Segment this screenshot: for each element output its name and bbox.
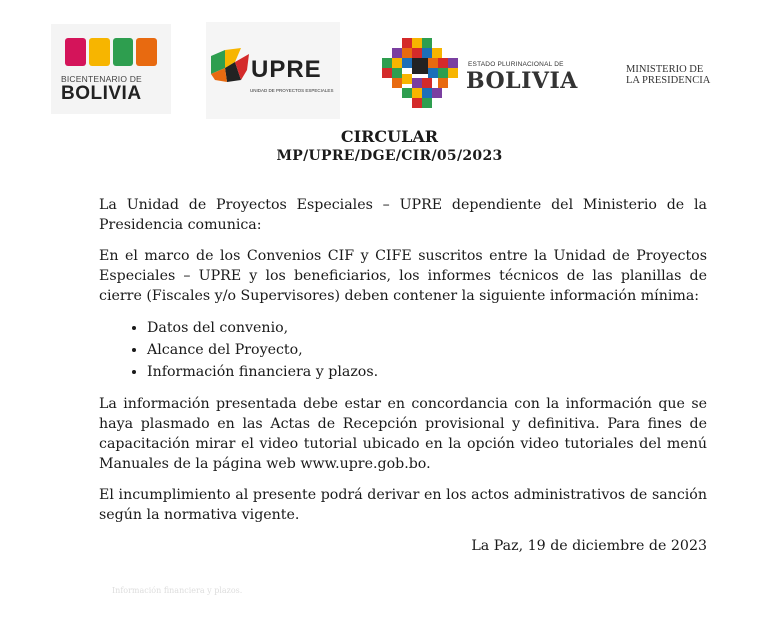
- ministerio-line-1: MINISTERIO DE: [626, 64, 704, 75]
- bicentenario-logo: [51, 24, 171, 114]
- estado-plurinacional-text: ESTADO PLURINACIONAL DE: [468, 61, 564, 68]
- list-item: • Información financiera y plazos.: [147, 361, 707, 383]
- upre-logo: [206, 22, 340, 119]
- ministerio-line-2: LA PRESIDENCIA: [626, 75, 711, 86]
- list-item: • Alcance del Proyecto,: [147, 339, 707, 361]
- bicentenario-yellow-icon: [89, 38, 110, 66]
- bicentenario-icons: [65, 38, 157, 66]
- bicentenario-small-text: BICENTENARIO DE: [61, 74, 142, 84]
- document-code: MP/UPRE/DGE/CIR/05/2023: [276, 148, 503, 164]
- paragraph-1: En el marco de los Convenios CIF y CIFE suscritos entre la Unidad de Proyectos Especiales – UPRE y los beneficiarios, los informes técnicos de las planillas de cierre (Fiscales y/o Supervisores) deben contener la siguiente información mínima:: [99, 248, 707, 304]
- bicentenario-orange-icon: [136, 38, 157, 66]
- estado-plurinacional-logo: [382, 38, 582, 113]
- bolivia-text: BOLIVIA: [466, 68, 578, 94]
- letterhead: [0, 0, 779, 125]
- document-body: [99, 195, 707, 567]
- bicentenario-green-icon: [113, 38, 134, 66]
- requirements-list: [99, 317, 707, 383]
- intro-paragraph: La Unidad de Proyectos Especiales – UPRE dependiente del Ministerio de la Presidencia comunica:: [99, 197, 707, 233]
- upre-subtitle: UNIDAD DE PROYECTOS ESPECIALES: [250, 88, 334, 93]
- upre-name: UPRE: [251, 56, 322, 83]
- bicentenario-big-text: BOLIVIA: [61, 83, 142, 104]
- faint-reflection: [112, 586, 452, 596]
- paragraph-3: El incumplimiento al presente podrá derivar en los actos administrativos de sanción según la normativa vigente.: [99, 487, 707, 523]
- upre-mark-icon: [211, 48, 249, 82]
- ghost-bullet: Información financiera y plazos.: [112, 586, 243, 595]
- document-date: La Paz, 19 de diciembre de 2023: [471, 538, 707, 554]
- bicentenario-pink-icon: [65, 38, 86, 66]
- ministerio-label: [626, 64, 710, 86]
- wiphala-shield-icon: [382, 38, 458, 113]
- paragraph-2: La información presentada debe estar en concordancia con la información que se haya plasmado en las Actas de Recepción provisional y definitiva. Para fines de capacitación mirar el video tutorial ubicado en la opción video tutoriales del menú Manuales de la página web www.upre.gob.bo.: [99, 396, 707, 472]
- list-item: • Datos del convenio,: [147, 317, 707, 339]
- document-title: CIRCULAR: [340, 127, 439, 146]
